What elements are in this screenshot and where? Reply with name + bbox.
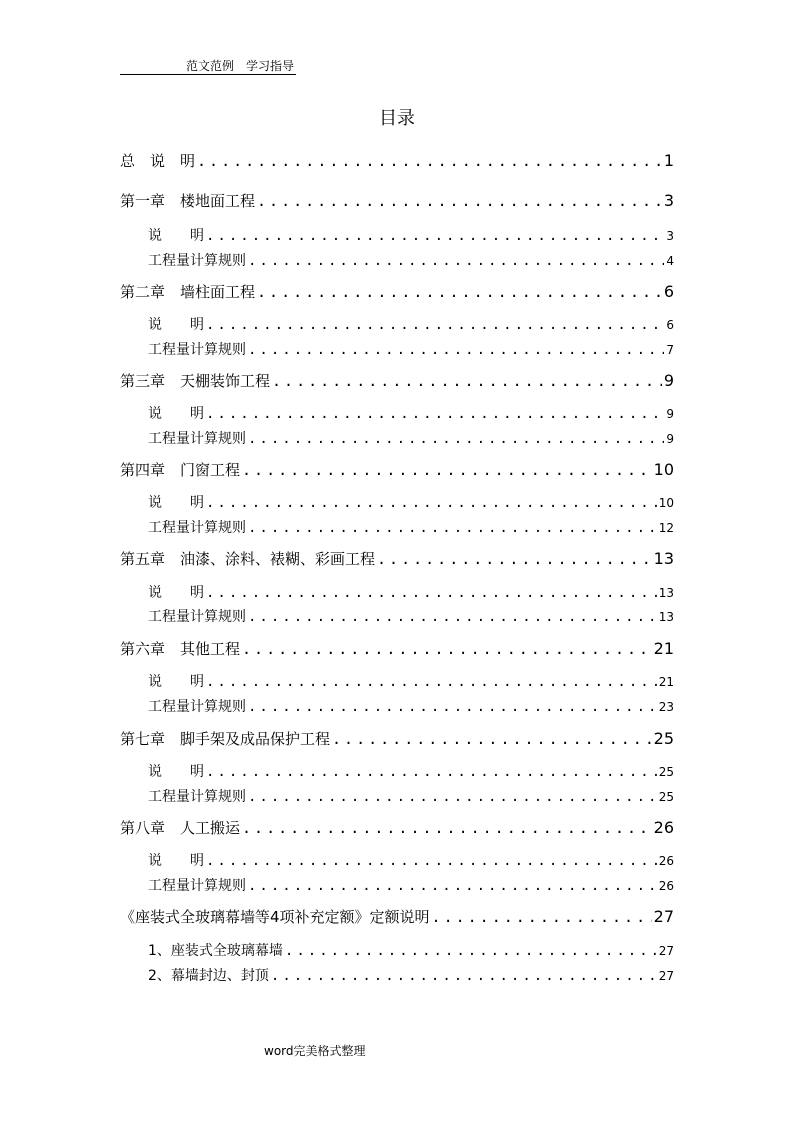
toc-leader-dots <box>248 699 657 715</box>
toc-entry-label: 说 明 <box>148 228 204 244</box>
toc-page-number: 12 <box>658 521 674 535</box>
toc-entry-label: 总 说 明 <box>120 152 196 170</box>
toc-subsection-entry[interactable] <box>120 940 674 960</box>
toc-leader-dots <box>206 495 657 511</box>
toc-chapter-entry[interactable] <box>120 459 674 481</box>
toc-entry-label: 工程量计算规则 <box>148 878 246 894</box>
toc-leader-dots <box>206 853 657 869</box>
toc-entry-label: 1、座装式全玻璃幕墙 <box>148 943 283 959</box>
toc-page-number: 10 <box>653 460 674 479</box>
toc-page-number: 27 <box>658 969 674 983</box>
toc-entry-label: 第八章 人工搬运 <box>120 819 241 837</box>
toc-leader-dots <box>206 406 664 422</box>
toc-subsection-entry[interactable] <box>120 517 674 537</box>
toc-page-number: 3 <box>666 229 674 243</box>
toc-page-number: 26 <box>658 854 674 868</box>
toc-entry-label: 说 明 <box>148 406 204 422</box>
toc-leader-dots <box>197 152 662 170</box>
toc-entry-label: 第三章 天棚装饰工程 <box>120 372 271 390</box>
toc-chapter-entry[interactable] <box>120 281 674 303</box>
toc-chapter-entry[interactable] <box>120 906 674 928</box>
toc-leader-dots <box>242 461 652 479</box>
toc-leader-dots <box>248 878 657 894</box>
toc-page-number: 4 <box>666 254 674 268</box>
toc-leader-dots <box>257 192 662 210</box>
toc-chapter-entry[interactable] <box>120 150 674 172</box>
toc-chapter-entry[interactable] <box>120 638 674 660</box>
toc-leader-dots <box>272 372 662 390</box>
toc-page-number: 9 <box>666 432 674 446</box>
toc-page-number: 21 <box>658 675 674 689</box>
toc-subsection-entry[interactable] <box>120 850 674 870</box>
toc-subsection-entry[interactable] <box>120 339 674 359</box>
toc-chapter-entry[interactable] <box>120 817 674 839</box>
toc-chapter-entry[interactable] <box>120 370 674 392</box>
toc-entry-label: 工程量计算规则 <box>148 342 246 358</box>
page-footer: word完美格式整理 <box>264 1044 366 1058</box>
toc-leader-dots <box>432 908 652 926</box>
toc-page-number: 27 <box>658 944 674 958</box>
toc-subsection-entry[interactable] <box>120 671 674 691</box>
toc-entry-label: 工程量计算规则 <box>148 431 246 447</box>
toc-leader-dots <box>377 550 652 568</box>
toc-leader-dots <box>257 283 662 301</box>
toc-subsection-entry[interactable] <box>120 761 674 781</box>
toc-entry-label: 第五章 油漆、涂料、裱糊、彩画工程 <box>120 550 376 568</box>
toc-entry-label: 第六章 其他工程 <box>120 640 241 658</box>
toc-entry-label: 说 明 <box>148 853 204 869</box>
toc-page-number: 21 <box>653 639 674 658</box>
toc-page-number: 10 <box>658 496 674 510</box>
toc-page-number: 25 <box>658 765 674 779</box>
toc-entry-label: 2、幕墙封边、封顶 <box>148 968 269 984</box>
toc-leader-dots <box>285 943 657 959</box>
toc-page-number: 3 <box>663 191 674 210</box>
toc-entry-label: 第二章 墙柱面工程 <box>120 283 256 301</box>
toc-leader-dots <box>248 342 664 358</box>
toc-page-number: 25 <box>653 729 674 748</box>
header-text: 范文范例 学习指导 <box>185 59 294 73</box>
toc-leader-dots <box>248 431 664 447</box>
toc-subsection-entry[interactable] <box>120 403 674 423</box>
toc-page-number: 1 <box>663 151 674 170</box>
toc-page-number: 13 <box>658 586 674 600</box>
toc-page-number: 9 <box>666 407 674 421</box>
toc-page-number: 7 <box>666 343 674 357</box>
toc-page-number: 23 <box>658 700 674 714</box>
toc-entry-label: 工程量计算规则 <box>148 789 246 805</box>
toc-chapter-entry[interactable] <box>120 728 674 750</box>
toc-page-number: 6 <box>663 282 674 301</box>
toc-subsection-entry[interactable] <box>120 250 674 270</box>
toc-page-number: 27 <box>653 907 674 926</box>
toc-leader-dots <box>206 317 664 333</box>
toc-subsection-entry[interactable] <box>120 492 674 512</box>
toc-page-number: 6 <box>666 318 674 332</box>
toc-subsection-entry[interactable] <box>120 965 674 985</box>
toc-leader-dots <box>271 968 657 984</box>
toc-leader-dots <box>242 640 652 658</box>
toc-entry-label: 说 明 <box>148 495 204 511</box>
toc-subsection-entry[interactable] <box>120 606 674 626</box>
toc-page-number: 26 <box>653 818 674 837</box>
toc-entry-label: 工程量计算规则 <box>148 520 246 536</box>
toc-page-number: 13 <box>653 549 674 568</box>
toc-leader-dots <box>242 819 652 837</box>
toc-leader-dots <box>248 609 657 625</box>
toc-entry-label: 第四章 门窗工程 <box>120 461 241 479</box>
toc-leader-dots <box>332 730 652 748</box>
toc-subsection-entry[interactable] <box>120 428 674 448</box>
toc-page-number: 26 <box>658 879 674 893</box>
toc-leader-dots <box>206 585 657 601</box>
page-header <box>120 56 296 75</box>
toc-leader-dots <box>248 520 657 536</box>
toc-chapter-entry[interactable] <box>120 548 674 570</box>
toc-entry-label: 工程量计算规则 <box>148 699 246 715</box>
toc-leader-dots <box>206 764 657 780</box>
toc-subsection-entry[interactable] <box>120 225 674 245</box>
toc-page-number: 25 <box>658 790 674 804</box>
toc-entry-label: 工程量计算规则 <box>148 609 246 625</box>
toc-leader-dots <box>248 253 664 269</box>
toc-subsection-entry[interactable] <box>120 314 674 334</box>
toc-page-number: 13 <box>658 610 674 624</box>
toc-entry-label: 说 明 <box>148 674 204 690</box>
toc-subsection-entry[interactable] <box>120 786 674 806</box>
toc-entry-label: 说 明 <box>148 317 204 333</box>
toc-leader-dots <box>206 228 664 244</box>
toc-leader-dots <box>206 674 657 690</box>
toc-chapter-entry[interactable] <box>120 190 674 212</box>
toc-subsection-entry[interactable] <box>120 875 674 895</box>
toc-entry-label: 第一章 楼地面工程 <box>120 192 256 210</box>
toc-entry-label: 《座装式全玻璃幕墙等4项补充定额》定额说明 <box>120 908 430 926</box>
toc-entry-label: 第七章 脚手架及成品保护工程 <box>120 730 331 748</box>
toc-page-number: 9 <box>663 371 674 390</box>
toc-leader-dots <box>248 789 657 805</box>
toc-subsection-entry[interactable] <box>120 582 674 602</box>
toc-subsection-entry[interactable] <box>120 696 674 716</box>
toc-entry-label: 说 明 <box>148 764 204 780</box>
toc-entry-label: 说 明 <box>148 585 204 601</box>
toc-entry-label: 工程量计算规则 <box>148 253 246 269</box>
toc-title: 目录 <box>379 108 415 129</box>
